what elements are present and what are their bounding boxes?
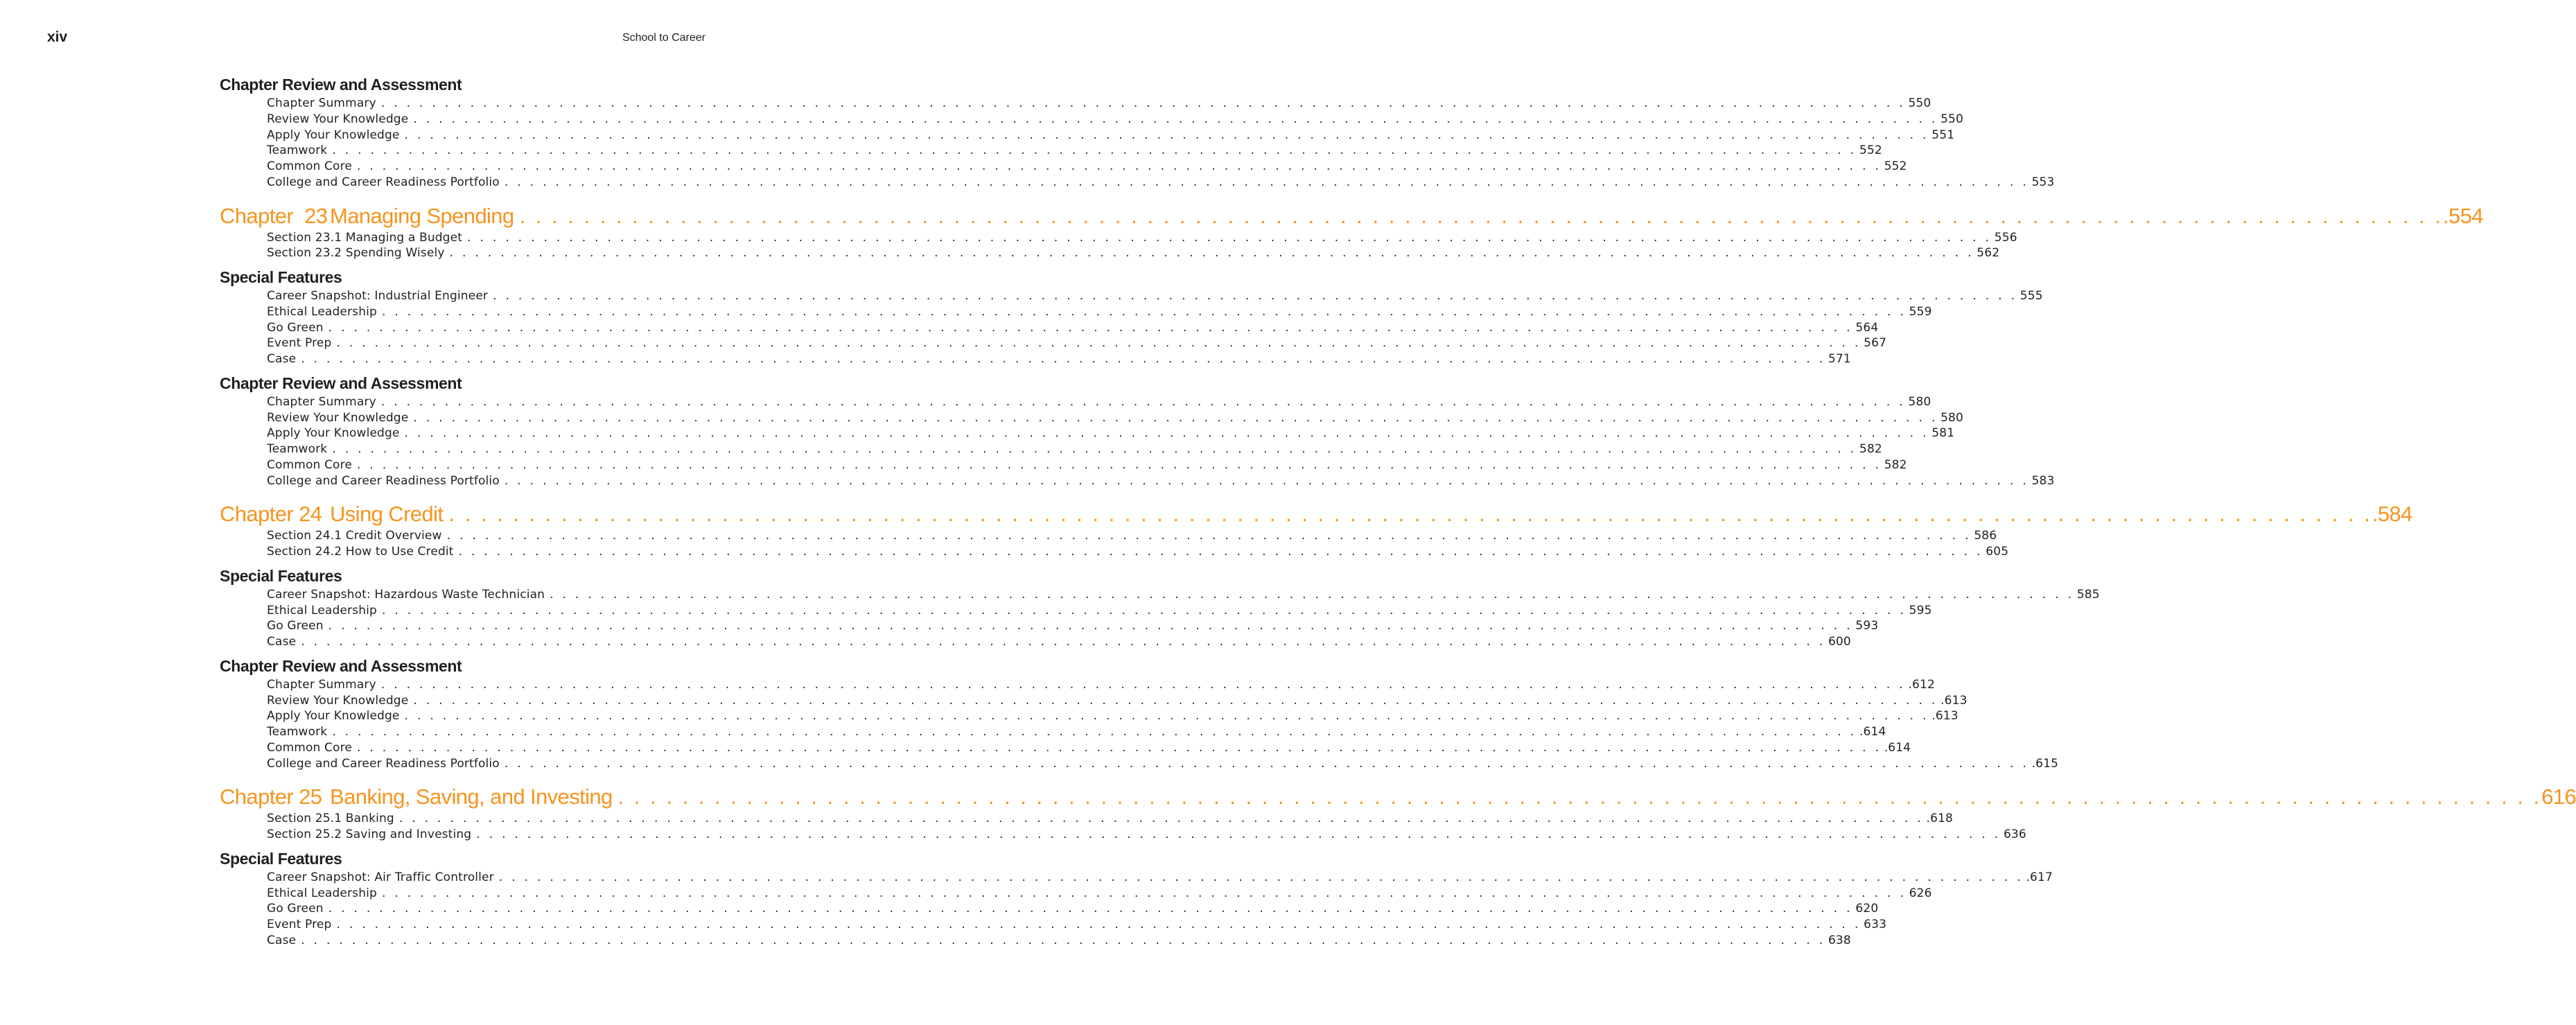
section-heading: Special Features — [220, 849, 342, 868]
entry-title: Ethical Leadership — [267, 603, 377, 617]
entry-page: 595 — [1909, 603, 1932, 617]
entry-title: Go Green — [267, 320, 324, 335]
chapter-title: Managing Spending — [330, 203, 514, 228]
entry-page: .618 — [1926, 812, 1953, 826]
entry-page: 626 — [1909, 886, 1932, 900]
entry-title: Ethical Leadership — [267, 304, 377, 319]
entry-title: Career Snapshot: Air Traffic Controller — [267, 870, 494, 884]
toc-entry[interactable] — [267, 756, 2059, 772]
dot-leader: . . . . . . . . . . . . . . . . . . . . . . . . . . . . . . . . . . . . . . . . . . . . . . . . . . . . . . . . . . . . . . . . . . . . . . . . . . . . . . . . . . . . . . . . . . . . . . . . . . . . . . . . . . . . . . . . . . . . . . . . — [381, 603, 1907, 617]
entry-title: College and Career Readiness Portfolio — [267, 756, 500, 771]
toc-entry[interactable] — [267, 708, 1959, 724]
chapter-title: Using Credit — [330, 502, 444, 527]
entry-page: 582 — [1859, 442, 1882, 456]
page-number: xiv — [47, 29, 68, 45]
toc-entry[interactable] — [267, 827, 2026, 843]
toc-entry[interactable] — [267, 351, 1851, 367]
chapter-page: 616 — [2541, 785, 2576, 809]
toc-entry[interactable] — [267, 128, 1955, 143]
entry-title: Section 25.2 Saving and Investing — [267, 827, 472, 841]
toc-entry[interactable] — [267, 677, 1935, 693]
entry-title: College and Career Readiness Portfolio — [267, 175, 500, 189]
dot-leader: . . . . . . . . . . . . . . . . . . . . . . . . . . . . . . . . . . . . . . . . . . . . . . . . . . . . . . . . . . . . . . . . . . . . . . . . . . . . . . . . . . . . . . . . . . . . . . . . . . . . . . . . . . . . . . . . . . . . . . . . — [504, 756, 2029, 771]
entry-page: .613 — [1931, 709, 1959, 724]
toc-entry[interactable] — [267, 618, 1879, 634]
dot-leader: . . . . . . . . . . . . . . . . . . . . . . . . . . . . . . . . . . . . . . . . . . . . . . . . . . . . . . . . . . . . . . . . . . . . . . . . . . . . . . . . . . . . . . . . . . . . . . . . . . . . . . . . . . . . . . . . . . . . . . . . — [504, 473, 2029, 488]
dot-leader: . . . . . . . . . . . . . . . . . . . . . . . . . . . . . . . . . . . . . . . . . . . . . . . . . . . . . . . . . . . . . . . . . . . . . . . . . . . . . . . . . . . . . . . . . . . . . . . . . . . . . . . . . . . . . . . . . . . . . . . . — [550, 587, 2074, 602]
chapter-number: Chapter 24 — [220, 502, 322, 527]
entry-title: Section 23.2 Spending Wisely — [267, 246, 445, 261]
dot-leader: . . . . . . . . . . . . . . . . . . . . . . . . . . . . . . . . . . . . . . . . . . . . . . . . . . . . . . . . . . . . . . . . . . . . . . . . . . . . . . . . . . . . . . . . . . . . . . . . . . . . . . . . . . . . . . . . . . . . . . . . — [448, 502, 2372, 527]
dot-leader: . . . . . . . . . . . . . . . . . . . . . . . . . . . . . . . . . . . . . . . . . . . . . . . . . . . . . . . . . . . . . . . . . . . . . . . . . . . . . . . . . . . . . . . . . . . . . . . . . . . . . . . . . . . . . . . . . . . . . . . . — [328, 902, 1853, 916]
chapter-entry[interactable] — [220, 501, 2412, 527]
toc-entry[interactable] — [267, 886, 1932, 902]
toc-entry[interactable] — [267, 304, 1932, 320]
toc-entry[interactable] — [267, 457, 1907, 473]
entry-title: Case — [267, 933, 297, 947]
dot-leader: . . . . . . . . . . . . . . . . . . . . . . . . . . . . . . . . . . . . . . . . . . . . . . . . . . . . . . . . . . . . . . . . . . . . . . . . . . . . . . . . . . . . . . . . . . . . . . . . . . . . . . . . . . . . . . . . . . . . . . . . — [301, 933, 1825, 947]
toc-entry[interactable] — [267, 175, 2055, 191]
entry-page: 551 — [1931, 128, 1955, 142]
toc-entry[interactable] — [267, 901, 1879, 917]
dot-leader: . . . . . . . . . . . . . . . . . . . . . . . . . . . . . . . . . . . . . . . . . . . . . . . . . . . . . . . . . . . . . . . . . . . . . . . . . . . . . . . . . . . . . . . . . . . . . . . . . . . . . . . . . . . . . . . . . . . . . . . . — [504, 175, 2029, 189]
toc-entry[interactable] — [267, 96, 1931, 112]
entry-title: Review Your Knowledge — [267, 693, 409, 708]
entry-page: 552 — [1884, 159, 1907, 173]
dot-leader: . . . . . . . . . . . . . . . . . . . . . . . . . . . . . . . . . . . . . . . . . . . . . . . . . . . . . . . . . . . . . . . . . . . . . . . . . . . . . . . . . . . . . . . . . . . . . . . . . . . . . . . . . . . . . . . . . . . . . . . . — [332, 725, 1857, 739]
entry-title: Ethical Leadership — [267, 886, 377, 900]
toc-entry[interactable] — [267, 917, 1887, 933]
dot-leader: . . . . . . . . . . . . . . . . . . . . . . . . . . . . . . . . . . . . . . . . . . . . . . . . . . . . . . . . . . . . . . . . . . . . . . . . . . . . . . . . . . . . . . . . . . . . . . . . . . . . . . . . . . . . . . . . . . . . . . . . — [356, 159, 1882, 173]
entry-page: .617 — [2026, 870, 2053, 884]
dot-leader: . . . . . . . . . . . . . . . . . . . . . . . . . . . . . . . . . . . . . . . . . . . . . . . . . . . . . . . . . . . . . . . . . . . . . . . . . . . . . . . . . . . . . . . . . . . . . . . . . . . . . . . . . . . . . . . . . . . . . . . . — [336, 918, 1861, 931]
dot-leader: . . . . . . . . . . . . . . . . . . . . . . . . . . . . . . . . . . . . . . . . . . . . . . . . . . . . . . . . . . . . . . . . . . . . . . . . . . . . . . . . . . . . . . . . . . . . . . . . . . . . . . . . . . . . . . . . . . . . . . . . — [413, 112, 1938, 126]
section-heading: Chapter Review and Assessment — [220, 374, 462, 392]
entry-title: Review Your Knowledge — [267, 410, 409, 425]
toc-entry[interactable] — [267, 634, 1851, 650]
entry-title: Case — [267, 635, 297, 649]
toc-entry[interactable] — [267, 245, 2000, 261]
entry-title: Apply Your Knowledge — [267, 426, 400, 441]
entry-title: Teamwork — [267, 143, 328, 158]
entry-title: Event Prep — [267, 918, 332, 931]
entry-title: College and Career Readiness Portfolio — [267, 473, 500, 488]
entry-page: .612 — [1908, 677, 1935, 692]
dot-leader: . . . . . . . . . . . . . . . . . . . . . . . . . . . . . . . . . . . . . . . . . . . . . . . . . . . . . . . . . . . . . . . . . . . . . . . . . . . . . . . . . . . . . . . . . . . . . . . . . . . . . . . . . . . . . . . . . . . . . . . . — [301, 352, 1825, 366]
entry-title: Apply Your Knowledge — [267, 709, 400, 724]
section-heading: Special Features — [220, 566, 342, 585]
toc-entry[interactable] — [267, 693, 1968, 709]
toc-entry[interactable] — [267, 603, 1932, 619]
dot-leader: . . . . . . . . . . . . . . . . . . . . . . . . . . . . . . . . . . . . . . . . . . . . . . . . . . . . . . . . . . . . . . . . . . . . . . . . . . . . . . . . . . . . . . . . . . . . . . . . . . . . . . . . . . . . . . . . . . . . . . . . — [381, 304, 1907, 319]
dot-leader: . . . . . . . . . . . . . . . . . . . . . . . . . . . . . . . . . . . . . . . . . . . . . . . . . . . . . . . . . . . . . . . . . . . . . . . . . . . . . . . . . . . . . . . . . . . . . . . . . . . . . . . . . . . . . . . . . . . . . . . . — [449, 246, 1974, 261]
entry-title: Go Green — [267, 902, 324, 916]
chapter-entry[interactable] — [220, 203, 2483, 229]
toc-entry[interactable] — [267, 335, 1887, 351]
dot-leader: . . . . . . . . . . . . . . . . . . . . . . . . . . . . . . . . . . . . . . . . . . . . . . . . . . . . . . . . . . . . . . . . . . . . . . . . . . . . . . . . . . . . . . . . . . . . . . . . . . . . . . . . . . . . . . . . . . . . . . . . — [476, 827, 2001, 841]
toc-entry[interactable] — [267, 811, 1953, 827]
entry-title: Common Core — [267, 740, 352, 755]
dot-leader: . . . . . . . . . . . . . . . . . . . . . . . . . . . . . . . . . . . . . . . . . . . . . . . . . . . . . . . . . . . . . . . . . . . . . . . . . . . . . . . . . . . . . . . . . . . . . . . . . . . . . . . . . . . . . . . . . . . . . . . . — [617, 785, 2542, 809]
chapter-page: .584 — [2372, 502, 2412, 527]
entry-page: 582 — [1884, 457, 1907, 472]
dot-leader: . . . . . . . . . . . . . . . . . . . . . . . . . . . . . . . . . . . . . . . . . . . . . . . . . . . . . . . . . . . . . . . . . . . . . . . . . . . . . . . . . . . . . . . . . . . . . . . . . . . . . . . . . . . . . . . . . . . . . . . . — [356, 740, 1882, 755]
toc-entry[interactable] — [267, 230, 2017, 246]
toc-entry[interactable] — [267, 740, 1911, 756]
chapter-entry[interactable] — [220, 784, 2576, 810]
dot-leader: . . . . . . . . . . . . . . . . . . . . . . . . . . . . . . . . . . . . . . . . . . . . . . . . . . . . . . . . . . . . . . . . . . . . . . . . . . . . . . . . . . . . . . . . . . . . . . . . . . . . . . . . . . . . . . . . . . . . . . . . — [332, 442, 1857, 456]
toc-entry[interactable] — [267, 870, 2053, 886]
entry-title: Review Your Knowledge — [267, 112, 409, 126]
dot-leader: . . . . . . . . . . . . . . . . . . . . . . . . . . . . . . . . . . . . . . . . . . . . . . . . . . . . . . . . . . . . . . . . . . . . . . . . . . . . . . . . . . . . . . . . . . . . . . . . . . . . . . . . . . . . . . . . . . . . . . . . — [446, 529, 1972, 543]
dot-leader: . . . . . . . . . . . . . . . . . . . . . . . . . . . . . . . . . . . . . . . . . . . . . . . . . . . . . . . . . . . . . . . . . . . . . . . . . . . . . . . . . . . . . . . . . . . . . . . . . . . . . . . . . . . . . . . . . . . . . . . . — [380, 394, 1906, 409]
toc-entry[interactable] — [267, 933, 1851, 949]
toc-entry[interactable] — [267, 473, 2055, 489]
toc-entry[interactable] — [267, 544, 2009, 560]
dot-leader: . . . . . . . . . . . . . . . . . . . . . . . . . . . . . . . . . . . . . . . . . . . . . . . . . . . . . . . . . . . . . . . . . . . . . . . . . . . . . . . . . . . . . . . . . . . . . . . . . . . . . . . . . . . . . . . . . . . . . . . . — [467, 230, 1992, 245]
entry-page: 593 — [1855, 619, 1879, 633]
section-heading: Chapter Review and Assessment — [220, 76, 462, 94]
toc-entry[interactable] — [267, 394, 1931, 410]
dot-leader: . . . . . . . . . . . . . . . . . . . . . . . . . . . . . . . . . . . . . . . . . . . . . . . . . . . . . . . . . . . . . . . . . . . . . . . . . . . . . . . . . . . . . . . . . . . . . . . . . . . . . . . . . . . . . . . . . . . . . . . . — [404, 709, 1929, 724]
entry-page: 636 — [2003, 827, 2026, 841]
entry-title: Chapter Summary — [267, 677, 376, 692]
toc-entry[interactable] — [267, 724, 1886, 740]
dot-leader: . . . . . . . . . . . . . . . . . . . . . . . . . . . . . . . . . . . . . . . . . . . . . . . . . . . . . . . . . . . . . . . . . . . . . . . . . . . . . . . . . . . . . . . . . . . . . . . . . . . . . . . . . . . . . . . . . . . . . . . . — [328, 619, 1853, 633]
dot-leader: . . . . . . . . . . . . . . . . . . . . . . . . . . . . . . . . . . . . . . . . . . . . . . . . . . . . . . . . . . . . . . . . . . . . . . . . . . . . . . . . . . . . . . . . . . . . . . . . . . . . . . . . . . . . . . . . . . . . . . . . — [404, 426, 1929, 441]
toc-entry[interactable] — [267, 143, 1882, 159]
entry-page: 605 — [1986, 545, 2009, 559]
entry-page: 556 — [1994, 230, 2017, 245]
entry-page: 586 — [1974, 529, 1997, 543]
entry-page: 638 — [1828, 933, 1851, 947]
entry-page: 585 — [2076, 587, 2100, 602]
chapter-number: Chapter 25 — [220, 785, 322, 809]
toc-entry[interactable] — [267, 320, 1879, 336]
dot-leader: . . . . . . . . . . . . . . . . . . . . . . . . . . . . . . . . . . . . . . . . . . . . . . . . . . . . . . . . . . . . . . . . . . . . . . . . . . . . . . . . . . . . . . . . . . . . . . . . . . . . . . . . . . . . . . . . . . . . . . . . — [380, 96, 1906, 110]
toc-entry[interactable] — [267, 112, 1963, 128]
toc-entry[interactable] — [267, 288, 2043, 304]
section-heading: Chapter Review and Assessment — [220, 656, 462, 675]
toc-entry[interactable] — [267, 426, 1955, 441]
entry-page: 571 — [1828, 352, 1851, 366]
entry-page: .614 — [1859, 725, 1886, 739]
toc-entry[interactable] — [267, 441, 1882, 457]
entry-page: 553 — [2031, 175, 2055, 189]
chapter-number: Chapter 23 — [220, 203, 328, 228]
entry-page: .615 — [2031, 756, 2059, 771]
dot-leader: . . . . . . . . . . . . . . . . . . . . . . . . . . . . . . . . . . . . . . . . . . . . . . . . . . . . . . . . . . . . . . . . . . . . . . . . . . . . . . . . . . . . . . . . . . . . . . . . . . . . . . . . . . . . . . . . . . . . . . . . — [328, 320, 1853, 335]
entry-page: 555 — [2019, 289, 2043, 303]
entry-page: 580 — [1940, 410, 1963, 425]
entry-title: Common Core — [267, 159, 352, 173]
dot-leader: . . . . . . . . . . . . . . . . . . . . . . . . . . . . . . . . . . . . . . . . . . . . . . . . . . . . . . . . . . . . . . . . . . . . . . . . . . . . . . . . . . . . . . . . . . . . . . . . . . . . . . . . . . . . . . . . . . . . . . . . — [404, 128, 1929, 142]
entry-page: 562 — [1977, 246, 2000, 261]
dot-leader: . . . . . . . . . . . . . . . . . . . . . . . . . . . . . . . . . . . . . . . . . . . . . . . . . . . . . . . . . . . . . . . . . . . . . . . . . . . . . . . . . . . . . . . . . . . . . . . . . . . . . . . . . . . . . . . . . . . . . . . . — [413, 693, 1938, 708]
entry-page: 567 — [1864, 336, 1887, 351]
entry-page: 564 — [1855, 320, 1879, 335]
entry-page: 550 — [1908, 96, 1931, 110]
entry-page: 559 — [1909, 304, 1932, 319]
table-of-contents — [220, 75, 2576, 949]
running-head: School to Career — [622, 32, 706, 44]
dot-leader: . . . . . . . . . . . . . . . . . . . . . . . . . . . . . . . . . . . . . . . . . . . . . . . . . . . . . . . . . . . . . . . . . . . . . . . . . . . . . . . . . . . . . . . . . . . . . . . . . . . . . . . . . . . . . . . . . . . . . . . . — [413, 410, 1938, 425]
entry-title: Go Green — [267, 619, 324, 633]
dot-leader: . . . . . . . . . . . . . . . . . . . . . . . . . . . . . . . . . . . . . . . . . . . . . . . . . . . . . . . . . . . . . . . . . . . . . . . . . . . . . . . . . . . . . . . . . . . . . . . . . . . . . . . . . . . . . . . . . . . . . . . . — [380, 677, 1906, 692]
toc-entry[interactable] — [267, 528, 1997, 544]
entry-page: 600 — [1828, 635, 1851, 649]
entry-title: Teamwork — [267, 725, 328, 739]
entry-title: Section 24.1 Credit Overview — [267, 529, 442, 543]
entry-title: Chapter Summary — [267, 96, 376, 110]
toc-entry[interactable] — [267, 587, 2100, 603]
chapter-page: .554 — [2443, 203, 2483, 228]
entry-title: Chapter Summary — [267, 394, 376, 409]
entry-title: Common Core — [267, 457, 352, 472]
entry-page: 581 — [1931, 426, 1955, 441]
entry-page: 620 — [1855, 902, 1879, 916]
entry-page: 633 — [1864, 918, 1887, 931]
entry-title: Case — [267, 352, 297, 366]
dot-leader: . . . . . . . . . . . . . . . . . . . . . . . . . . . . . . . . . . . . . . . . . . . . . . . . . . . . . . . . . . . . . . . . . . . . . . . . . . . . . . . . . . . . . . . . . . . . . . . . . . . . . . . . . . . . . . . . . . . . . . . . — [493, 289, 2017, 303]
entry-title: Teamwork — [267, 442, 328, 456]
dot-leader: . . . . . . . . . . . . . . . . . . . . . . . . . . . . . . . . . . . . . . . . . . . . . . . . . . . . . . . . . . . . . . . . . . . . . . . . . . . . . . . . . . . . . . . . . . . . . . . . . . . . . . . . . . . . . . . . . . . . . . . . — [332, 143, 1857, 158]
chapter-title: Banking, Saving, and Investing — [330, 785, 613, 809]
section-heading: Special Features — [220, 268, 342, 286]
toc-entry[interactable] — [267, 410, 1963, 426]
toc-entry[interactable] — [267, 159, 1907, 175]
entry-page: .613 — [1940, 693, 1968, 708]
dot-leader: . . . . . . . . . . . . . . . . . . . . . . . . . . . . . . . . . . . . . . . . . . . . . . . . . . . . . . . . . . . . . . . . . . . . . . . . . . . . . . . . . . . . . . . . . . . . . . . . . . . . . . . . . . . . . . . . . . . . . . . . — [356, 457, 1882, 472]
dot-leader: . . . . . . . . . . . . . . . . . . . . . . . . . . . . . . . . . . . . . . . . . . . . . . . . . . . . . . . . . . . . . . . . . . . . . . . . . . . . . . . . . . . . . . . . . . . . . . . . . . . . . . . . . . . . . . . . . . . . . . . . — [381, 886, 1907, 900]
entry-page: 550 — [1940, 112, 1963, 126]
dot-leader: . . . . . . . . . . . . . . . . . . . . . . . . . . . . . . . . . . . . . . . . . . . . . . . . . . . . . . . . . . . . . . . . . . . . . . . . . . . . . . . . . . . . . . . . . . . . . . . . . . . . . . . . . . . . . . . . . . . . . . . . — [519, 203, 2444, 228]
dot-leader: . . . . . . . . . . . . . . . . . . . . . . . . . . . . . . . . . . . . . . . . . . . . . . . . . . . . . . . . . . . . . . . . . . . . . . . . . . . . . . . . . . . . . . . . . . . . . . . . . . . . . . . . . . . . . . . . . . . . . . . . — [398, 812, 1924, 826]
entry-page: 580 — [1908, 394, 1931, 409]
entry-title: Section 24.2 How to Use Credit — [267, 545, 454, 559]
entry-title: Section 23.1 Managing a Budget — [267, 230, 463, 245]
entry-title: Section 25.1 Banking — [267, 812, 394, 826]
entry-page: 583 — [2031, 473, 2055, 488]
dot-leader: . . . . . . . . . . . . . . . . . . . . . . . . . . . . . . . . . . . . . . . . . . . . . . . . . . . . . . . . . . . . . . . . . . . . . . . . . . . . . . . . . . . . . . . . . . . . . . . . . . . . . . . . . . . . . . . . . . . . . . . . — [458, 545, 1983, 559]
entry-title: Event Prep — [267, 336, 332, 351]
entry-page: 552 — [1859, 143, 1882, 158]
entry-page: .614 — [1884, 740, 1911, 755]
dot-leader: . . . . . . . . . . . . . . . . . . . . . . . . . . . . . . . . . . . . . . . . . . . . . . . . . . . . . . . . . . . . . . . . . . . . . . . . . . . . . . . . . . . . . . . . . . . . . . . . . . . . . . . . . . . . . . . . . . . . . . . . — [498, 870, 2024, 884]
entry-title: Career Snapshot: Industrial Engineer — [267, 289, 489, 303]
entry-title: Career Snapshot: Hazardous Waste Technician — [267, 587, 545, 602]
dot-leader: . . . . . . . . . . . . . . . . . . . . . . . . . . . . . . . . . . . . . . . . . . . . . . . . . . . . . . . . . . . . . . . . . . . . . . . . . . . . . . . . . . . . . . . . . . . . . . . . . . . . . . . . . . . . . . . . . . . . . . . . — [301, 635, 1825, 649]
dot-leader: . . . . . . . . . . . . . . . . . . . . . . . . . . . . . . . . . . . . . . . . . . . . . . . . . . . . . . . . . . . . . . . . . . . . . . . . . . . . . . . . . . . . . . . . . . . . . . . . . . . . . . . . . . . . . . . . . . . . . . . . — [336, 336, 1861, 351]
entry-title: Apply Your Knowledge — [267, 128, 400, 142]
